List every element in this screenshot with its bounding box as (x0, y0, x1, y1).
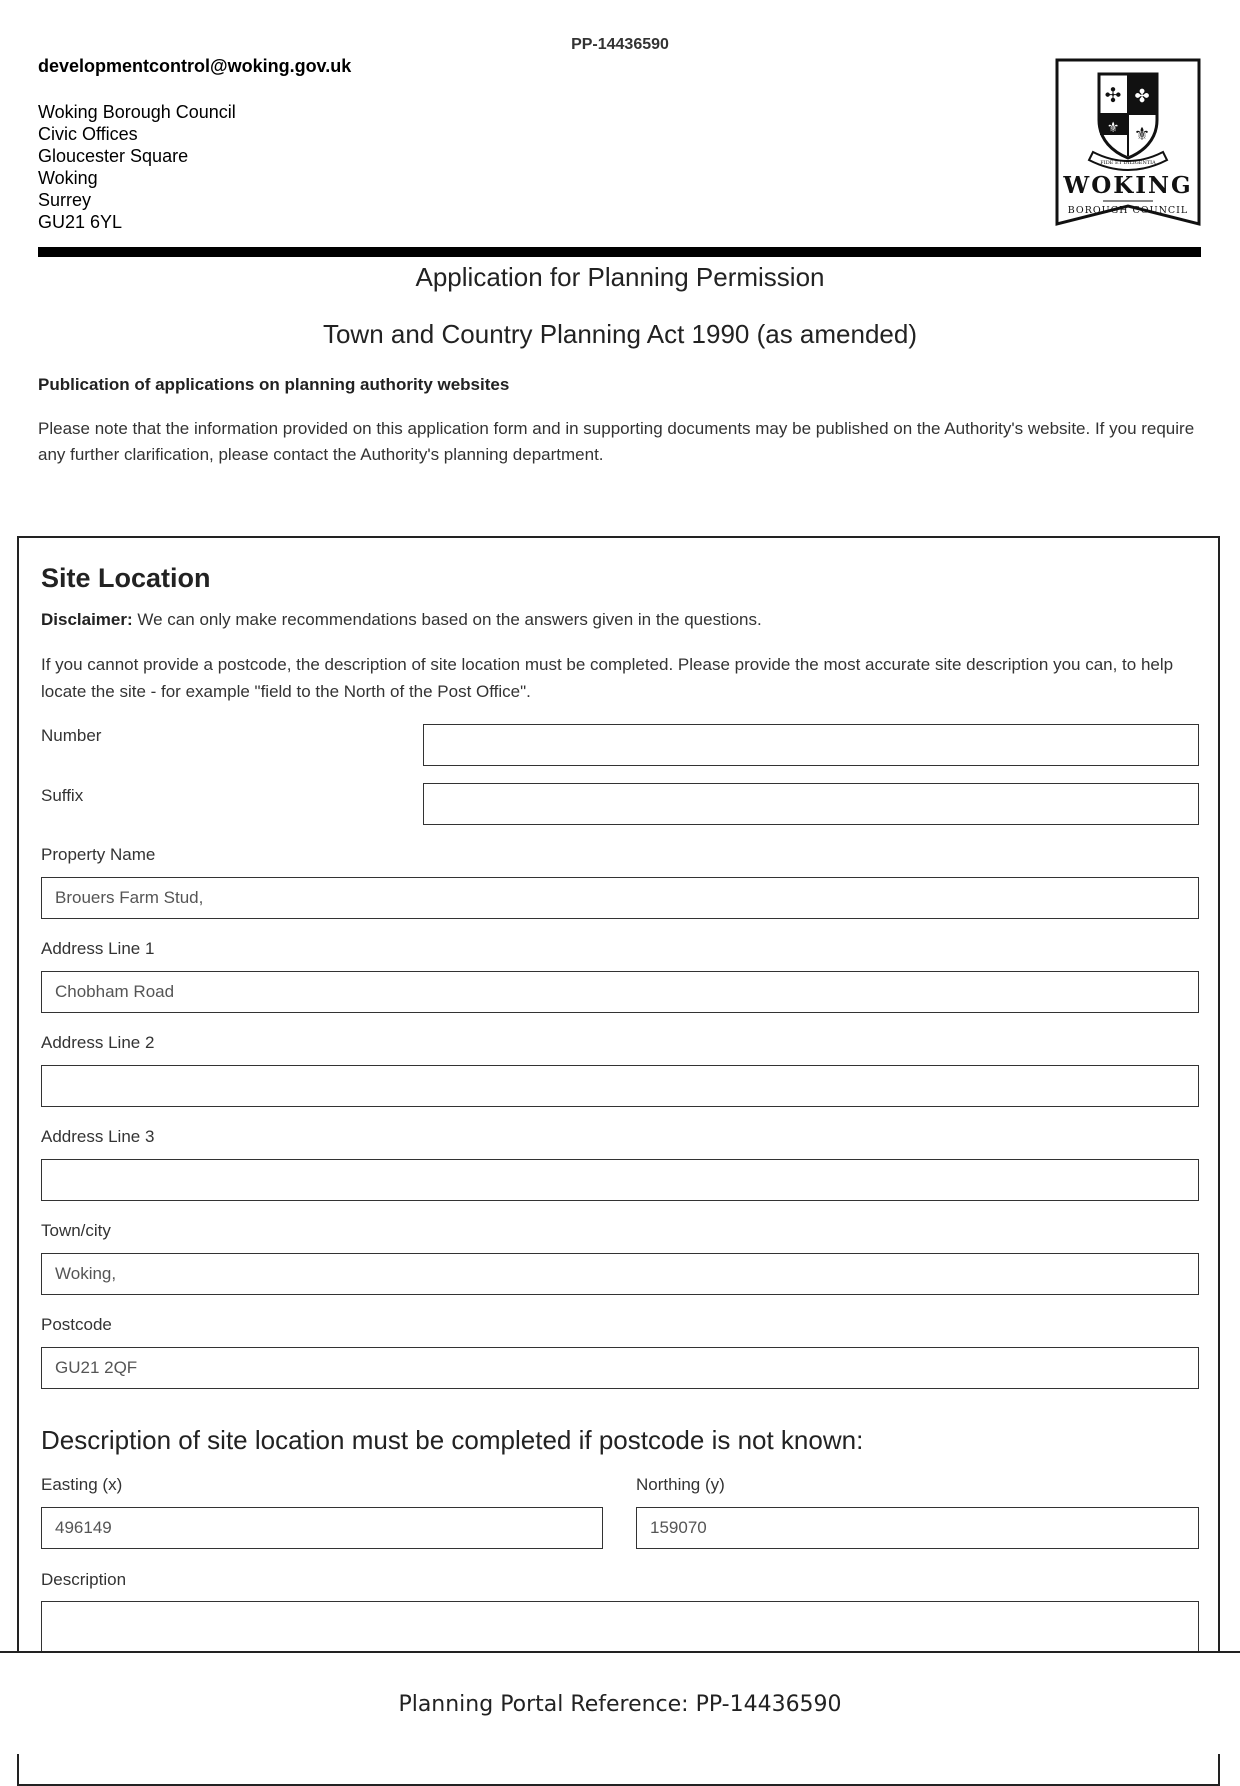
woking-borough-council-logo (1055, 58, 1201, 230)
header-divider (38, 247, 1201, 257)
northing-label: Northing (y) (636, 1475, 725, 1494)
disclaimer (41, 610, 762, 630)
svg-text:⚜: ⚜ (1106, 120, 1120, 136)
section-title: Site Location (41, 563, 211, 593)
disclaimer-label: Disclaimer: (41, 610, 133, 629)
svg-text:✣: ✣ (1104, 83, 1122, 107)
town-city-field[interactable]: Woking, (41, 1253, 1199, 1295)
address-line-1-label: Address Line 1 (41, 939, 155, 958)
address-line: Woking Borough Council (38, 102, 236, 122)
svg-text:✤: ✤ (1134, 86, 1150, 107)
address-line-2-label: Address Line 2 (41, 1033, 155, 1052)
postcode-label: Postcode (41, 1315, 112, 1334)
address-line: Gloucester Square (38, 146, 189, 166)
description-label: Description (41, 1570, 127, 1589)
form-subtitle: Town and Country Planning Act 1990 (as amended) (322, 319, 918, 349)
easting-label: Easting (x) (41, 1475, 123, 1494)
disclaimer-text: We can only make recommendations based on the answers given in the questions. (132, 610, 762, 629)
town-city-label: Town/city (41, 1221, 111, 1240)
svg-text:FIDE ET DILIGENTIA: FIDE ET DILIGENTIA (1100, 160, 1156, 166)
logo-subtitle: BOROUGH COUNCIL (1067, 205, 1189, 216)
suffix-field[interactable] (423, 783, 1199, 825)
council-address (38, 101, 236, 233)
address-line: Civic Offices (38, 124, 138, 144)
logo-name: WOKING (1063, 172, 1193, 199)
address-line: GU21 6YL (38, 212, 123, 232)
form-title: Application for Planning Permission (415, 262, 825, 292)
publication-text: Please note that the information provided on this application form and in supporting documents may be published on the Authority's website. If you require any further clarification, please contact the Authority's planning department. (38, 419, 1195, 464)
description-heading: Description of site location must be completed if postcode is not known: (41, 1425, 864, 1455)
address-line: Surrey (38, 190, 92, 210)
property-name-label: Property Name (41, 845, 156, 864)
number-field[interactable] (423, 724, 1199, 766)
easting-field[interactable]: 496149 (41, 1507, 603, 1549)
property-name-field[interactable]: Brouers Farm Stud, (41, 877, 1199, 919)
suffix-label: Suffix (41, 786, 84, 805)
address-line-3-label: Address Line 3 (41, 1127, 155, 1146)
site-help-text: If you cannot provide a postcode, the description of site location must be completed. Please provide the most accurate site description you can, to help locate the site - for example "field to the North of the Post Office". (41, 655, 1174, 701)
address-line-2-field[interactable] (41, 1065, 1199, 1107)
postcode-field[interactable]: GU21 2QF (41, 1347, 1199, 1389)
address-line: Woking (38, 168, 98, 188)
reference-number: PP-14436590 (571, 36, 669, 53)
council-email: developmentcontrol@woking.gov.uk (38, 56, 352, 76)
footer-divider (0, 1651, 1240, 1653)
address-line-3-field[interactable] (41, 1159, 1199, 1201)
publication-heading: Publication of applications on planning authority websites (38, 375, 510, 394)
footer-reference: Planning Portal Reference: PP-14436590 (398, 1692, 842, 1717)
svg-text:⚜: ⚜ (1133, 124, 1151, 145)
northing-field[interactable]: 159070 (636, 1507, 1199, 1549)
number-label: Number (41, 726, 102, 745)
address-line-1-field[interactable]: Chobham Road (41, 971, 1199, 1013)
